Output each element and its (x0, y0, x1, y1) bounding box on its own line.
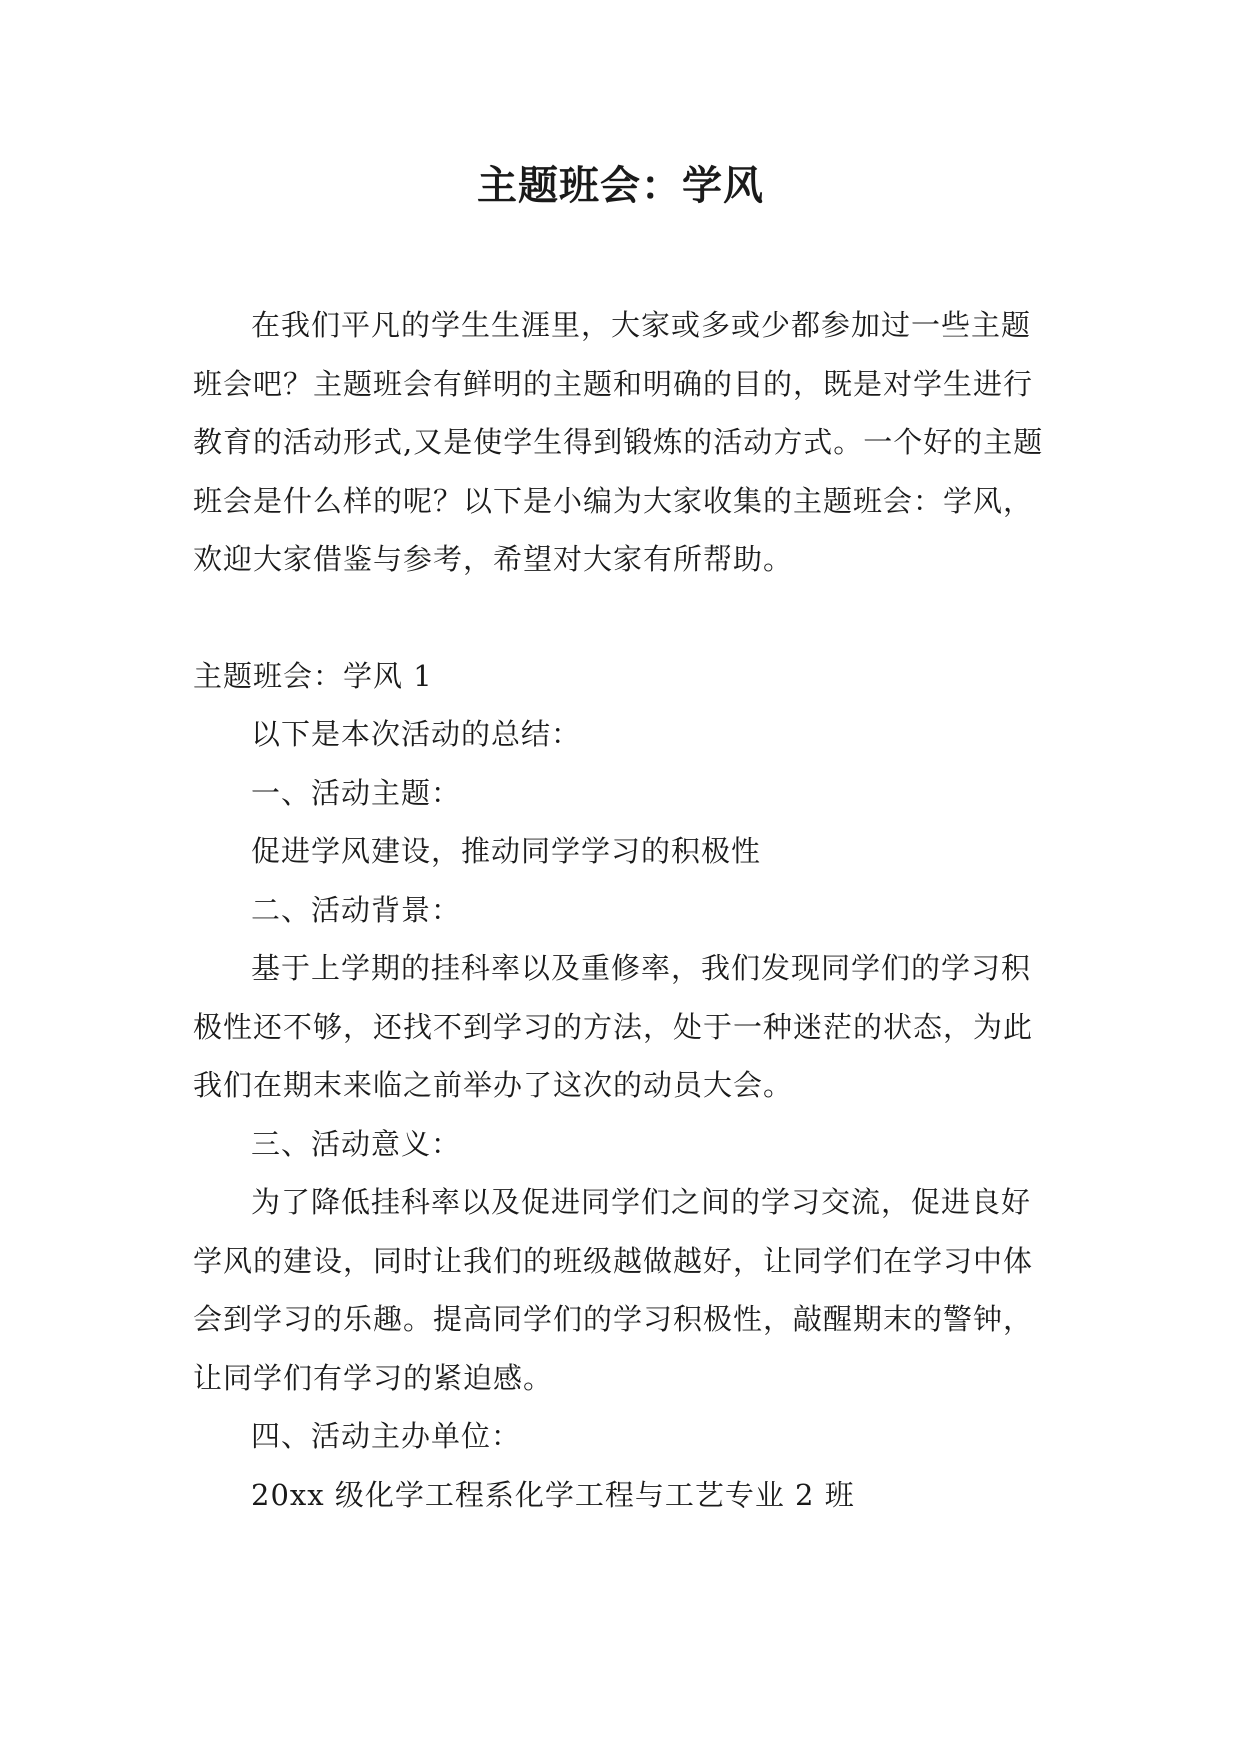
intro-paragraph: 在我们平凡的学生生涯里，大家或多或少都参加过一些主题班会吧？主题班会有鲜明的主题和明确的目的，既是对学生进行教育的活动形式,又是使学生得到锻炼的活动方式。一个好的主题班会是什么样的呢？以下是小编为大家收集的主题班会：学风，欢迎大家借鉴与参考，希望对大家有所帮助。 (193, 308, 1044, 576)
document-body (193, 296, 1053, 1524)
body-paragraph: 促进学风建设，推动同学学习的积极性 (251, 834, 762, 868)
body-paragraph: 以下是本次活动的总结： (251, 717, 582, 751)
section-heading: 主题班会：学风 1 (193, 658, 433, 693)
subheading-activity-background: 二、活动背景： (251, 892, 462, 927)
subheading-activity-organizer: 四、活动主办单位： (251, 1419, 522, 1453)
subheading-activity-theme: 一、活动主题： (251, 775, 462, 810)
body-paragraph: 为了降低挂科率以及促进同学们之间的学习交流，促进良好学风的建设，同时让我们的班级越做越好，让同学们在学习中体会到学习的乐趣。提高同学们的学习积极性，敲醒期末的警钟，让同学们有学习的紧迫感。 (193, 1185, 1034, 1395)
body-paragraph: 基于上学期的挂科率以及重修率，我们发现同学们的学习积极性还不够，还找不到学习的方法，处于一种迷茫的状态，为此我们在期末来临之前举办了这次的动员大会。 (193, 951, 1034, 1102)
subheading-activity-significance: 三、活动意义： (251, 1126, 462, 1161)
body-paragraph: 20xx 级化学工程系化学工程与工艺专业 2 班 (251, 1477, 855, 1512)
paragraph-gap (193, 589, 1053, 647)
document-title: 主题班会：学风 (477, 163, 764, 209)
